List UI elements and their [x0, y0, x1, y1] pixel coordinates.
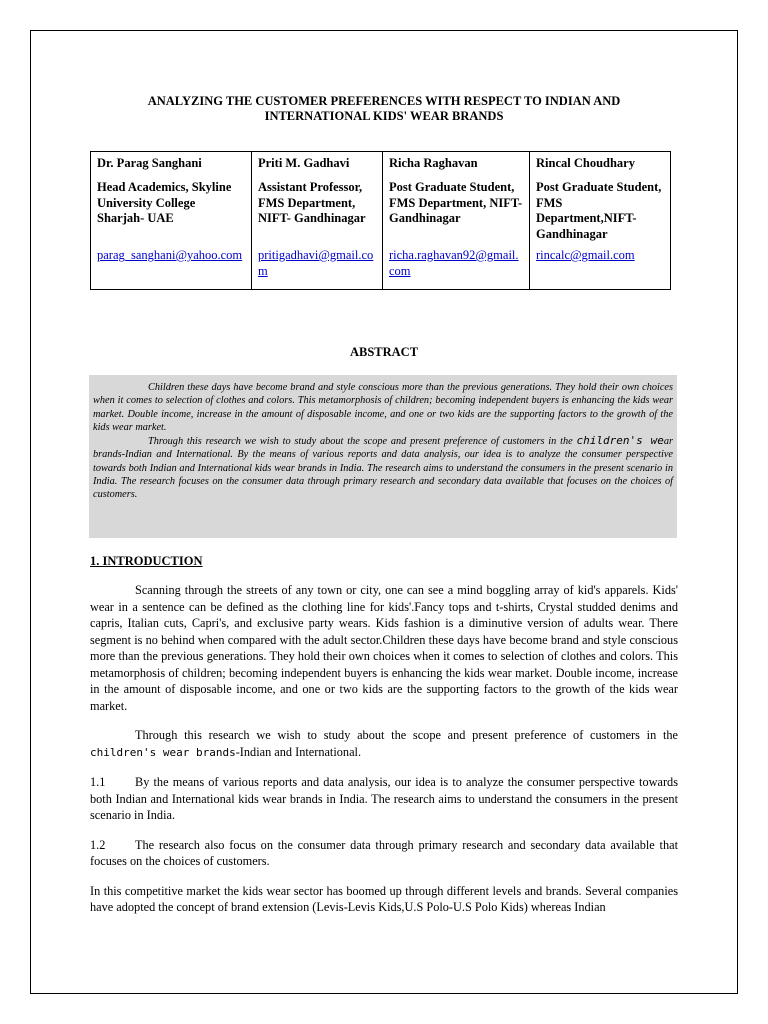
author-cell	[383, 152, 530, 290]
numbered-paragraph	[90, 774, 678, 824]
paragraph-number: 1.1	[90, 775, 106, 789]
author-affiliation: Assistant Professor, FMS Department, NIFT- Gandhinagar	[258, 180, 366, 225]
abstract-text: ar brands-Indian and International. By the means of various reports and data analysis, our idea is to analyze the consumer perspective towards both Indian and International kids wear brands in India. The research aims to understand the consumers in the present scenario in India. The research focuses on the consumer data through primary research and secondary data available that focuses on the choices of customers.	[93, 436, 673, 501]
introduction-body	[90, 582, 678, 929]
body-paragraph: In this competitive market the kids wear sector has boomed up through different levels and brands. Several companies have adopted the concept of brand extension (Levis-Levis Kids,U.S Polo-U.S Polo Kids) whereas Indian	[90, 883, 678, 914]
abstract-text: Through this research we wish to study about the scope and present preference of customers in the	[148, 436, 577, 448]
author-cell	[252, 152, 383, 290]
author-cell	[91, 152, 252, 290]
abstract-heading: ABSTRACT	[349, 345, 419, 359]
abstract-paragraph: Children these days have become brand and style conscious more than the previous generations. They hold their own choices when it comes to selection of clothes and colors. This metamorphosis of children; becoming independent buyers is enhancing the kids wear market. Double income, increase in the amount of disposable income, and one or two kids are the supporting factors to the growth of the kids wear market.	[93, 382, 673, 433]
paragraph-number: 1.2	[90, 837, 106, 852]
body-text: Through this research we wish to study about the scope and present preference of customers in the	[135, 728, 678, 742]
author-email-link[interactable]: parag_sanghani@yahoo.com	[97, 248, 243, 262]
author-affiliation: Head Academics, Skyline University College Sharjah- UAE	[97, 180, 232, 225]
author-cell	[530, 152, 671, 290]
abstract-box	[89, 375, 677, 538]
section-heading-introduction: 1. INTRODUCTION	[90, 554, 203, 568]
author-name: Rincal Choudhary	[536, 156, 635, 170]
author-email-link[interactable]: rincalc@gmail.com	[536, 248, 635, 262]
authors-table	[90, 151, 671, 290]
abstract-mono-text: children's we	[576, 434, 664, 448]
body-text: The research also focus on the consumer data through primary research and secondary data available that focuses on the choices of customers.	[90, 837, 678, 868]
author-name: Priti M. Gadhavi	[258, 156, 350, 170]
body-mono-text: children's wear brands	[90, 745, 236, 759]
title-line-1: ANALYZING THE CUSTOMER PREFERENCES WITH RESPECT TO INDIAN AND	[147, 94, 621, 108]
author-affiliation: Post Graduate Student, FMS Department,NIFT- Gandhinagar	[536, 180, 662, 241]
abstract-paragraph	[93, 434, 673, 501]
body-paragraph	[90, 727, 678, 761]
title-line-2: INTERNATIONAL KIDS' WEAR BRANDS	[264, 109, 504, 123]
numbered-paragraph	[90, 837, 678, 870]
author-email-link[interactable]: richa.raghavan92@gmail.com	[389, 248, 519, 278]
author-affiliation: Post Graduate Student, FMS Department, NIFT- Gandhinagar	[389, 180, 523, 225]
paper-title	[90, 94, 678, 124]
body-paragraph: Scanning through the streets of any town or city, one can see a mind boggling array of kid's apparels. Kids' wear in a sentence can be defined as the clothing line for kids'.Fancy tops and t-shirts, Crystal studded denims and capris, Italian cuts, Capri's, and exclusive party wears. Kids fashion is a diminutive version of adults wear. There segment is no behind when compared with the adult sector.Children these days have become brand and style conscious more than the previous generations. They hold their own choices when it comes to selection of clothes and colors. This metamorphosis of children; becoming independent buyers is enhancing the kids wear market. Double income, increase in the amount of disposable income, and one or two kids are the supporting factors to the growth of the kids wear market.	[90, 583, 678, 713]
authors-row	[91, 152, 671, 290]
body-text: -Indian and International.	[235, 744, 362, 759]
author-name: Richa Raghavan	[389, 156, 478, 170]
body-text: By the means of various reports and data analysis, our idea is to analyze the consumer perspective towards both Indian and International kids wear brands in India. The research aims to understand the consumers in the present scenario in India.	[90, 775, 678, 822]
author-email-link[interactable]: pritigadhavi@gmail.com	[258, 248, 374, 278]
author-name: Dr. Parag Sanghani	[97, 156, 202, 170]
